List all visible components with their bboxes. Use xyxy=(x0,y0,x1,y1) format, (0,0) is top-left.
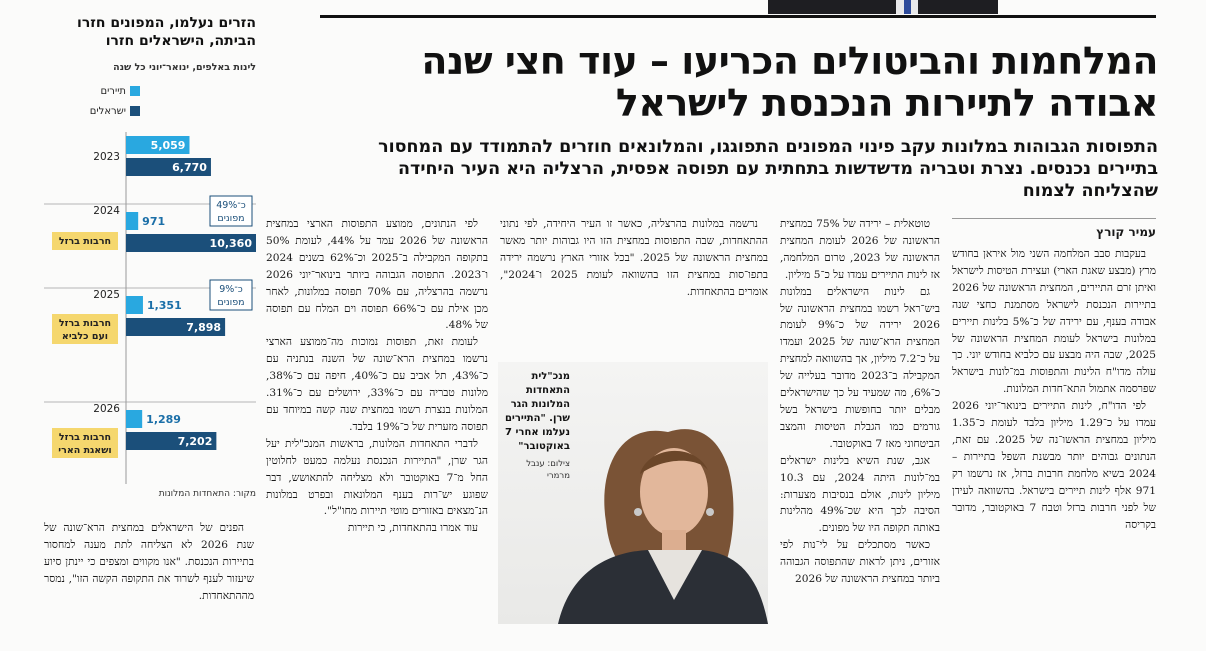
event-tag-label: חרבות ברזל xyxy=(58,432,112,443)
paragraph: אגב, שנת השיא בלינות ישראלים במ־לונות היתה 2024, עם 10.3 מיליון לינות, אולם בנסיבות מצערות: הסיבה לכך היא שכ־49% מהלינות באותה תקופה היו של מפונים. xyxy=(780,454,940,535)
year-label: 2025 xyxy=(93,289,120,301)
paragraph: הפנים של הישראלים במחצית הרא־שונה של שנת 2026 לא הצליחה לתת מענה למחסור בתיירות הנכנסת. "אנו מקווים ומצפים כי יינתן סיוע שיעזור לענף לשרוד את התקופה הקשה הזו", נמסר מההתאחדות. xyxy=(44,522,254,602)
paragraph: לדברי התאחדות המלונות, בראשות המנכ"לית יעל הגר שרן, "התיירות הנכנסת נעלמה כמעט לחלוטין החל מ־7 באוקטובר ולא מצליחה להתאושש, דבר שפוגע יש־רות בענף המלונאות ובפרט במלונות הנ־מצאים באזורים מוטי תיירות מחו"ל". xyxy=(266,437,488,518)
event-tag-label: ושאגת הארי xyxy=(58,445,112,456)
data-label-tourists: 1,351 xyxy=(146,299,182,312)
event-tag-label: חרבות ברזל xyxy=(58,318,112,329)
paragraph: כאשר מסתכלים על לי־נות לפי אזורים, ניתן לראות שהתפוסה הגבוהה ביותר במחצית הראשונה של 2026 xyxy=(780,539,940,586)
bar-tourists xyxy=(126,296,143,314)
article-column-1 xyxy=(952,246,1156,646)
article-column-3 xyxy=(500,216,768,346)
data-label-israelis: 7,898 xyxy=(186,321,222,334)
top-photo-strip xyxy=(768,0,998,14)
infobox-title: הזרים נעלמו, המפונים חזרו הביתה, הישראלים חזרו xyxy=(77,15,256,49)
data-label-israelis: 7,202 xyxy=(177,435,213,448)
chart-source: מקור: התאחדות המלונות xyxy=(158,489,256,499)
legend-label-israelis: ישראלים xyxy=(89,106,126,117)
callout-label: כ־49% xyxy=(216,200,246,211)
paragraph: לפי הדו"ח, לינות התיירים בינואר־יוני 2026 עמדו על כ־1.29 מיליון בלבד לעומת כ־1.35 מיליון במחצית הראשו־נה של 2025. עם זאת, הנתונים גבוהים יותר מבשנת השפל בתיירות – 2024 בשיא מלחמת חרבות ברזל, אז נרשמו רק 971 אלף לינות תיירים בישראל. בהשוואה לעידן של לפני חרבות ברזל וטבח 7 באוקטובר, מדובר בקריסה xyxy=(952,400,1156,531)
paragraph: לעומת זאת, תפוסות נמוכות מה־ממוצע הארצי נרשמו במחצית הרא־שונה של השנה בנתניה עם כ־43%, תל אביב עם כ־40%, חיפה עם כ־38%, מלונות טבריה עם כ־33%, ירושלים עם כ־31%. המלונות בנצרת רשמו במחצית שנה קשה במיוחד עם תפוסה מזערית של כ־19% בלבד. xyxy=(266,336,488,433)
legend-label-tourists: תיירים xyxy=(100,86,126,97)
top-rule xyxy=(320,15,1156,18)
paragraph: לפי הנתונים, ממוצע התפוסות הארצי במחצית הראשונה של 2026 עמד על 44%, לעומת 50% בתקופה המקבילה ב־2025 וכ־62% בשנים 2024 ו־2023. התפוסה הגבוהה ביותר בינואר־יוני 2026 נרשמה בהרצליה, עם 70% תפוסה במלונות, לאחר מכן אילת עם כ־66% תפוסה וים המלח עם תפוסה של 48%. xyxy=(266,218,488,332)
photo-caption: מנכ"לית התאחדות המלונות הגר שרן. "התיירים נעלמו אחרי 7 באוקטובר" xyxy=(504,371,570,452)
infobox xyxy=(44,14,256,506)
paragraph: גם לינות הישראלים במלונות ביש־ראל רשמו במחצית הראשונה של 2026 ירידה של כ־9% לעומת המחצית הרא־שונה של 2025 ועמדו על כ־7.2 מיליון, אך בהשוואה למחצית המקבילה ב־2023 מדובר בעלייה של כ־6%, מה שמעיד על כך שהישראלים מבלים יותר בחופשות בישראל בשל גורמים כמו הגבלת הטיסות והמצב הביטחוני מאז 7 באוקטובר. xyxy=(780,285,940,450)
headline: המלחמות והביטולים הכריעו – עוד חצי שנה אבודה לתיירות הנכנסת לישראל xyxy=(421,39,1158,125)
year-label: 2024 xyxy=(93,205,120,217)
event-tag-label: ועם כלביא xyxy=(61,331,109,342)
paragraph: עוד אמרו בהתאחדות, כי תיירות xyxy=(347,522,478,535)
data-label-israelis: 6,770 xyxy=(172,161,207,174)
article-column-2 xyxy=(780,216,940,646)
article-column-4 xyxy=(266,216,488,646)
year-label: 2026 xyxy=(93,403,120,415)
photo-credit: צילום: ענבל מרמרי xyxy=(526,459,570,481)
callout-label: כ־9% xyxy=(219,284,243,295)
year-label: 2023 xyxy=(93,151,120,163)
callout-label: מפונים xyxy=(217,297,245,308)
infobox-subtitle: לינות באלפים, ינואר־יוני כל שנה xyxy=(113,62,256,73)
data-label-tourists: 971 xyxy=(142,215,166,228)
byline: עמיר קורץ xyxy=(952,218,1156,239)
data-label-israelis: 10,360 xyxy=(209,237,252,250)
paragraph: נרשמה במלונות בהרצליה, כאשר זו העיר היחידה, לפי נתוני ההתאחדות, שבה התפוסות במחצית הזו היו גבוהות יותר מאשר במחצית הראשונה של 2025. "בכל אזורי הארץ נרשמה ירידה בתפו־סות במחצית הזו בהשוואה לעומת 2025 ו־2024", אומרים בהתאחדות. xyxy=(500,218,768,298)
data-label-tourists: 5,059 xyxy=(150,139,186,152)
bar-tourists xyxy=(126,212,138,230)
data-label-tourists: 1,289 xyxy=(146,413,181,426)
article-column-5 xyxy=(44,520,254,646)
event-tag-label: חרבות ברזל xyxy=(58,236,112,247)
bar-chart xyxy=(44,14,256,484)
paragraph: בעקבות סבב המלחמה השני מול איראן בחודש מרץ (מבצע שאגת הארי) ועצירת הטיסות לישראל ואיתן זרם התיירים, המחצית הראשונה של 2026 בתיירות הנכנסת לישראל מסתמנת כחצי שנה אבודה בענף, עם ירידה של כ־5% בלינות תיירים במלונות בישראל לעומת המחצית הראשונה של 2025, שבה היה מבצע עם כלביא בחודש יוני. כך עולה מדו"ח הלינות והתפוסות במ־לונות בישראל שפרסמה אתמול התא־חדות המלונות. xyxy=(952,248,1156,396)
paragraph: טוטאלית – ירידה של 75% במחצית הראשונה של 2026 לעומת המחצית הראשונה של 2023, טרום המלחמה, אז לינות התיירים עמדו על כ־5 מיליון. xyxy=(780,218,940,281)
callout-label: מפונים xyxy=(217,213,245,224)
subhead: התפוסות הגבוהות במלונות עקב פינוי המפונים התפוגגו, והמלונאים חוזרים להתמודד עם המחסור בתיירים נכנסים. נצרת וטבריה מדשדשות בתחתית עם תפוסה אפסית, הרצליה היא העיר היחידה שהצליחה לצמוח xyxy=(378,137,1158,201)
bar-tourists xyxy=(126,410,142,428)
